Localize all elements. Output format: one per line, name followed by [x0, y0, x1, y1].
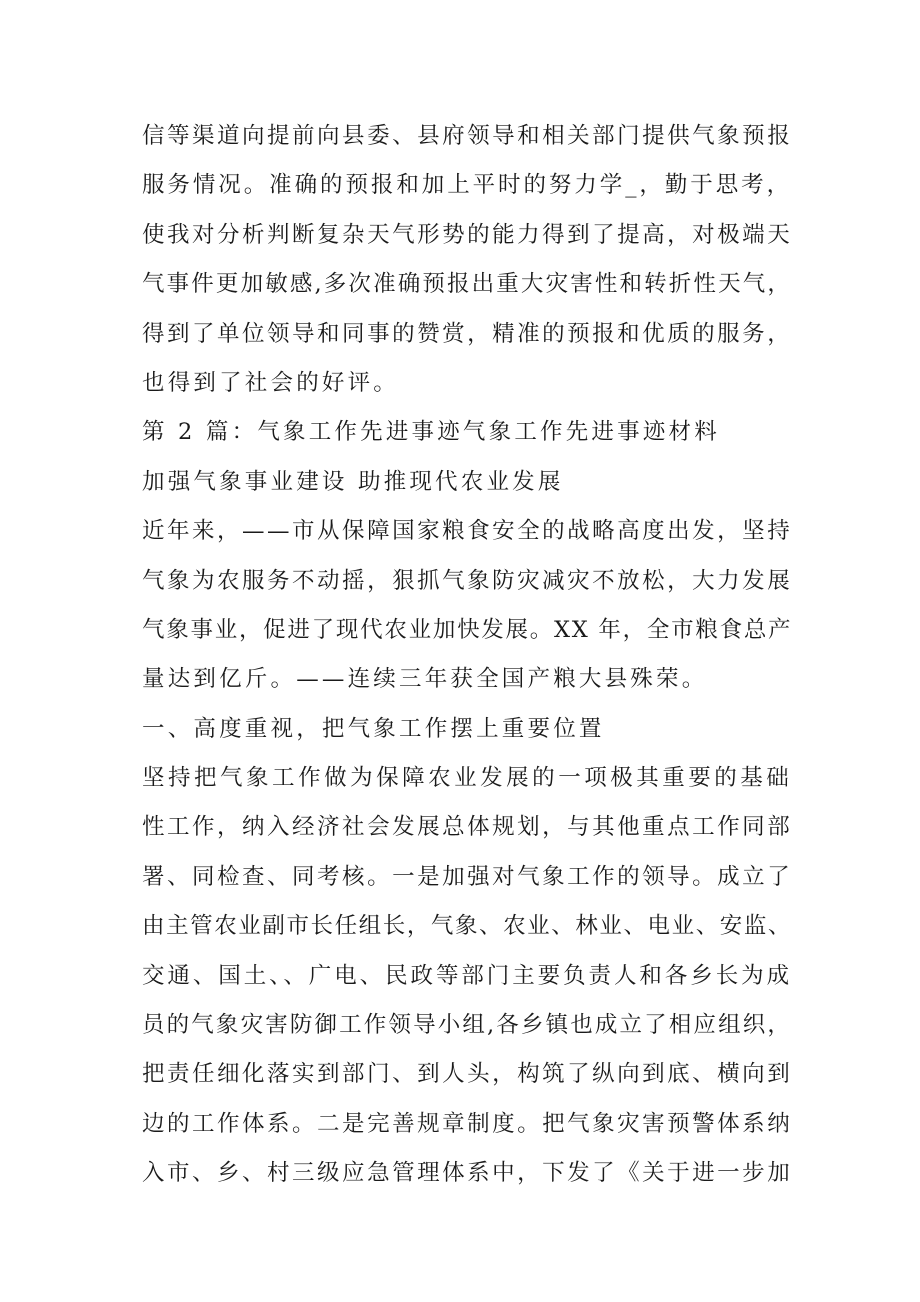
text-line: 署、同检查、同考核。一是加强对气象工作的领导。成立了 [142, 863, 793, 890]
text-line: 使我对分析判断复杂天气形势的能力得到了提高，对极端天 [142, 221, 793, 248]
text-line: 信等渠道向提前向县委、县府领导和相关部门提供气象预报 [142, 123, 793, 149]
text-line: 员的气象灾害防御工作领导小组,各乡镇也成立了相应组织， [142, 1012, 792, 1039]
text-line: 坚持把气象工作做为保障农业发展的一项极其重要的基础 [142, 765, 792, 792]
text-line: 一、高度重视，把气象工作摆上重要位置 [142, 715, 605, 742]
text-line: 交通、国土、、广电、民政等部门主要负责人和各乡长为成 [142, 962, 792, 989]
text-line: 得到了单位领导和同事的赞赏，精准的预报和优质的服务， [142, 320, 793, 347]
text-line: 加强气象事业建设 助推现代农业发展 [142, 468, 564, 495]
text-line: 量达到亿斤。——连续三年获全国产粮大县殊荣。 [142, 666, 708, 693]
text-line: 由主管农业副市长任组长，气象、农业、林业、电业、安监、 [142, 913, 792, 940]
text-line: 边的工作体系。二是完善规章制度。把气象灾害预警体系纳 [142, 1110, 793, 1137]
text-line: 服务情况。准确的预报和加上平时的努力学_，勤于思考， [142, 172, 792, 199]
text-line: 气事件更加敏感,多次准确预报出重大灾害性和转折性天气， [142, 271, 792, 298]
text-line: 入市、乡、村三级应急管理体系中，下发了《关于进一步加 [142, 1160, 793, 1187]
text-line: 气象事业，促进了现代农业加快发展。XX 年，全市粮食总产 [142, 616, 793, 643]
text-line: 也得到了社会的好评。 [142, 369, 400, 396]
document-body [142, 112, 792, 1199]
text-line: 把责任细化落实到部门、到人头，构筑了纵向到底、横向到 [142, 1061, 793, 1088]
text-line: 近年来，——市从保障国家粮食安全的战略高度出发，坚持 [142, 518, 793, 545]
text-line: 性工作，纳入经济社会发展总体规划，与其他重点工作同部 [142, 814, 793, 841]
text-line: 气象为农服务不动摇，狠抓气象防灾减灾不放松，大力发展 [142, 567, 793, 594]
text-line: 第 2 篇：气象工作先进事迹气象工作先进事迹材料 [142, 419, 720, 446]
